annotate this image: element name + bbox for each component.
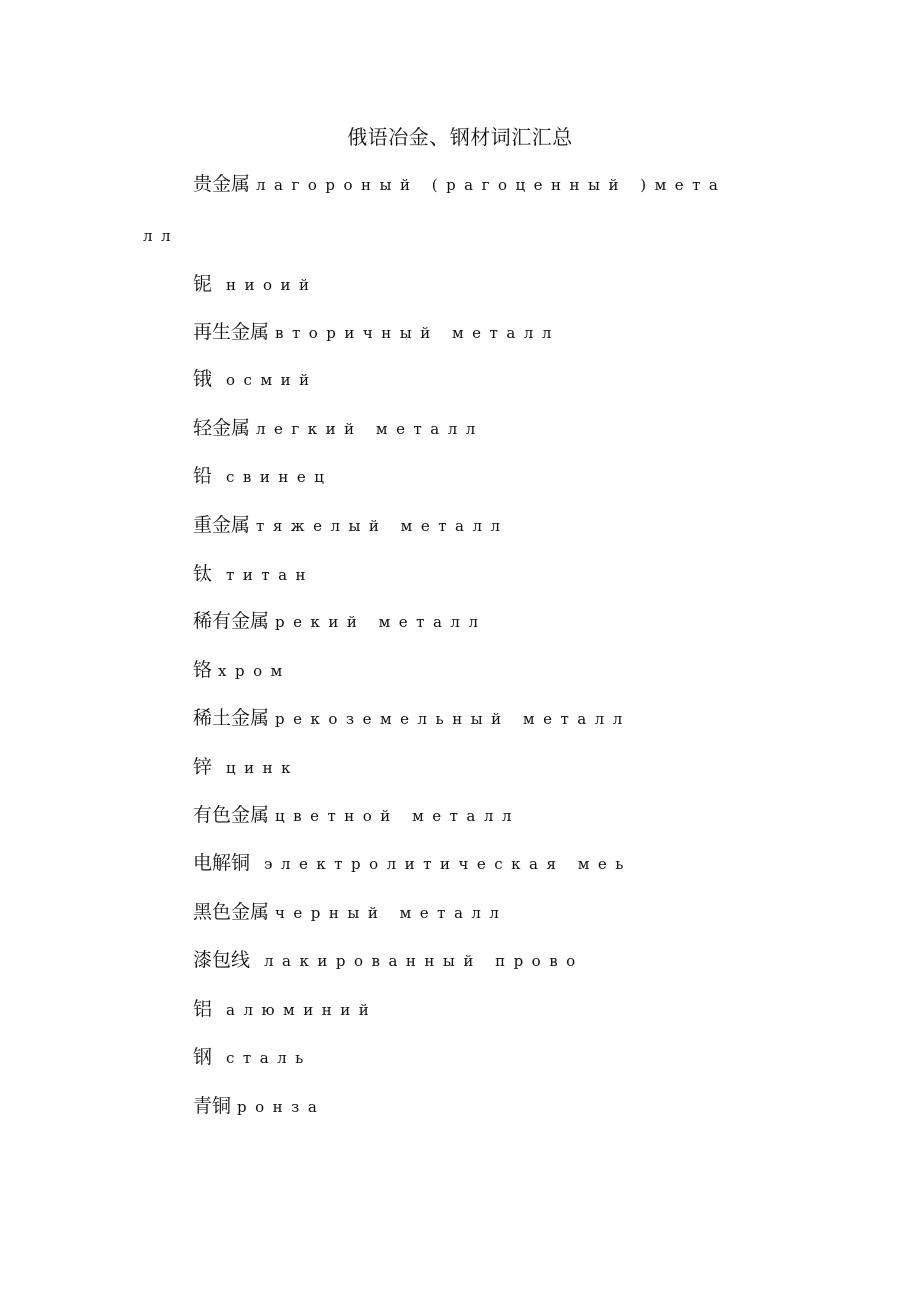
entry-chinese: 重金属 bbox=[193, 514, 251, 536]
entry-russian: осмий bbox=[226, 371, 318, 389]
entry-russian: ронза bbox=[237, 1098, 326, 1116]
entry-russian: хром bbox=[218, 662, 291, 680]
entry-russian: вторичный металл bbox=[275, 324, 560, 342]
entry-russian: электролитическая меь bbox=[264, 855, 632, 873]
entry-chinese: 青铜 bbox=[193, 1095, 232, 1117]
entry-russian: рекоземельный металл bbox=[275, 710, 631, 728]
entry-russian: тяжелый металл bbox=[256, 517, 509, 535]
entry-russian: лагороный (рагоценный )мета bbox=[256, 176, 727, 194]
entry-chinese: 铝 bbox=[193, 998, 213, 1020]
entry-chinese: 再生金属 bbox=[193, 321, 270, 343]
entry-chinese: 铬 bbox=[193, 659, 213, 681]
entry-chinese: 钢 bbox=[193, 1046, 213, 1068]
entry-chinese: 锇 bbox=[193, 368, 213, 390]
entry-chinese: 电解铜 bbox=[193, 852, 251, 874]
page-title: 俄语冶金、钢材词汇汇总 bbox=[347, 125, 573, 149]
entry-chinese: 锌 bbox=[193, 756, 213, 778]
entry-russian: свинец bbox=[226, 468, 333, 486]
entry-row bbox=[193, 755, 299, 780]
entry-russian: алюминий bbox=[226, 1001, 378, 1019]
entry-row bbox=[193, 851, 632, 876]
entry-row bbox=[193, 320, 560, 345]
entry-chinese: 贵金属 bbox=[193, 173, 251, 195]
entry-row bbox=[193, 948, 584, 973]
entry-row bbox=[193, 609, 486, 634]
entry-row bbox=[193, 658, 291, 683]
entry-russian: лакированный прово bbox=[264, 952, 584, 970]
entry-row bbox=[193, 513, 509, 538]
entry-russian: сталь bbox=[226, 1049, 312, 1067]
entry-row bbox=[193, 900, 507, 925]
entry-chinese: 黑色金属 bbox=[193, 901, 270, 923]
entry-row bbox=[193, 706, 631, 731]
entry-row bbox=[193, 367, 318, 392]
entry-chinese: 轻金属 bbox=[193, 417, 251, 439]
entry-chinese: 漆包线 bbox=[193, 949, 251, 971]
entry-russian: ниоий bbox=[226, 276, 318, 294]
entry-russian: рекий металл bbox=[275, 613, 487, 631]
entry-row bbox=[193, 1045, 312, 1070]
entry-chinese: 铅 bbox=[193, 465, 213, 487]
entry-row bbox=[193, 272, 318, 297]
entry-row bbox=[193, 997, 377, 1022]
entry-russian: цинк bbox=[226, 759, 300, 777]
entry-chinese: 钛 bbox=[193, 563, 213, 585]
entry-row bbox=[193, 464, 332, 489]
entry-row bbox=[193, 1094, 325, 1119]
entry-russian: черный металл bbox=[275, 904, 508, 922]
entry-russian: цветной металл bbox=[275, 807, 520, 825]
entry-row bbox=[193, 803, 520, 828]
entry-russian: легкий металл bbox=[256, 420, 484, 438]
entry-russian-continuation: лл bbox=[143, 227, 180, 245]
entry-row bbox=[193, 416, 484, 441]
entry-chinese: 稀有金属 bbox=[193, 610, 270, 632]
entry-chinese: 有色金属 bbox=[193, 804, 270, 826]
entry-chinese: 稀土金属 bbox=[193, 707, 270, 729]
entry-row bbox=[193, 172, 726, 197]
entry-chinese: 铌 bbox=[193, 273, 213, 295]
entry-row bbox=[193, 562, 314, 587]
entry-russian: титан bbox=[226, 566, 315, 584]
